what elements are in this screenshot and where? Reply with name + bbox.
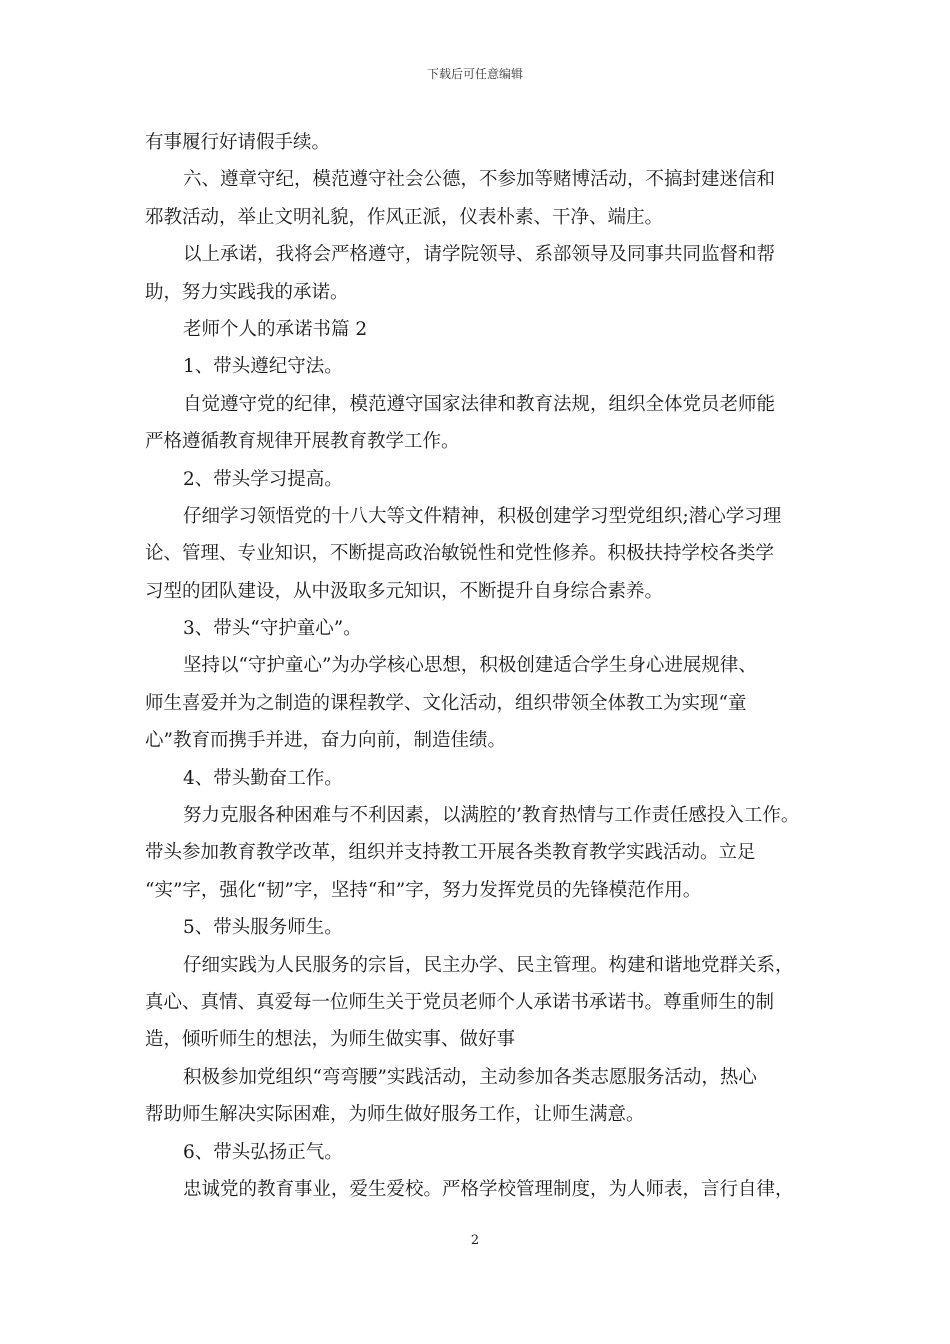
text-line: 助，努力实践我的承诺。 [145,281,349,303]
text-line: 邪教活动，举止文明礼貌，作风正派，仪表朴素、干净、端庄。 [145,206,664,228]
text-line: 积极参加党组织“弯弯腰”实践活动，主动参加各类志愿服务活动，热心 [183,1066,757,1088]
text-line: 造，倾听师生的想法，为师生做实事、做好事 [145,1029,516,1051]
text-line: 6、带头弘扬正气。 [183,1141,343,1163]
text-line: 仔细实践为人民服务的宗旨，民主办学、民主管理。构建和谐地党群关系， [183,954,794,976]
text-line: 真心、真情、真爱每一位师生关于党员老师个人承诺书承诺书。尊重师生的制 [145,991,775,1013]
text-line: 六、遵章守纪，模范遵守社会公德，不参加等赌博活动，不搞封建迷信和 [183,169,776,191]
text-line: 自觉遵守党的纪律，模范遵守国家法律和教育法规，组织全体党员老师能 [183,393,776,415]
text-line: “实”字，强化“韧”字，坚持“和”字，努力发挥党员的先锋模范作用。 [145,879,702,901]
text-line: 1、带头遵纪守法。 [183,356,343,378]
text-line: 帮助师生解决实际困难，为师生做好服务工作，让师生满意。 [145,1104,645,1126]
page-number: 2 [470,1233,480,1248]
text-line: 仔细学习领悟党的十八大等文件精神，积极创建学习型党组织;潜心学习理 [183,505,782,527]
text-line: 严格遵循教育规律开展教育教学工作。 [145,431,460,453]
text-line: 以上承诺，我将会严格遵守，请学院领导、系部领导及同事共同监督和帮 [183,244,776,266]
text-line: 5、带头服务师生。 [183,917,343,939]
text-line: 忠诚党的教育事业，爱生爱校。严格学校管理制度，为人师表，言行自律， [183,1178,794,1200]
text-line: 心”教育而携手并进，奋力向前，制造佳绩。 [145,730,506,752]
document-body [145,124,815,1208]
text-line: 4、带头勤奋工作。 [183,767,343,789]
text-line: 师生喜爱并为之制造的课程教学、文化活动，组织带领全体教工为实现“童 [145,692,747,714]
text-line: 习型的团队建设，从中汲取多元知识，不断提升自身综合素养。 [145,580,664,602]
text-line: 老师个人的承诺书篇 2 [183,318,368,340]
text-line: 坚持以“守护童心”为办学核心思想，积极创建适合学生身心进展规律、 [183,655,757,677]
page-header: 下载后可任意编辑 [426,67,523,81]
text-line: 努力克服各种困难与不利因素，以满腔的’教育热情与工作责任感投入工作。 [183,805,800,827]
text-line: 有事履行好请假手续。 [145,132,331,153]
text-line: 带头参加教育教学改革，组织并支持教工开展各类教育教学实践活动。立足 [145,842,756,864]
text-line: 2、带头学习提高。 [183,468,343,490]
text-line: 论、管理、专业知识，不断提高政治敏锐性和党性修养。积极扶持学校各类学 [145,543,775,565]
text-line: 3、带头“守护童心”。 [183,618,362,640]
